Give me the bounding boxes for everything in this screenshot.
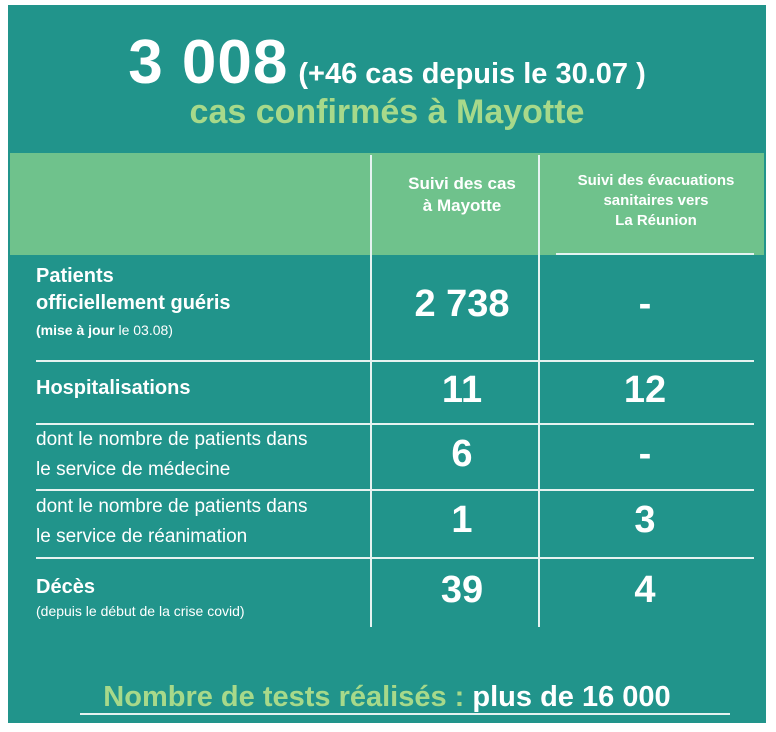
new-cases-delta: (+46 cas depuis le 30.07 ): [298, 58, 646, 90]
medecine-label-line2: le service de médecine: [36, 459, 231, 480]
tests-value: plus de 16 000: [472, 681, 671, 713]
gueris-update-note: [36, 320, 231, 340]
medecine-label-line1: dont le nombre de patients dans: [36, 429, 308, 450]
value-hospitalisations-reunion: 12: [623, 369, 667, 411]
reanimation-label-line1: dont le nombre de patients dans: [36, 496, 308, 517]
headline: [8, 27, 766, 98]
row-divider-1: [556, 253, 754, 255]
value-medecine-mayotte: 6: [451, 433, 473, 475]
column-header-evacuations: [552, 171, 760, 231]
value-reanimation-mayotte: 1: [451, 499, 473, 541]
column-header-mayotte: [380, 173, 544, 217]
value-deces-mayotte: 39: [440, 569, 484, 611]
total-cases-number: 3 008: [128, 28, 289, 97]
row-label-deces: [36, 574, 245, 621]
row-label-medecine: [36, 425, 307, 485]
row-label-reanimation: [36, 492, 307, 552]
row-label-gueris: [36, 263, 231, 340]
value-gueris-mayotte: 2 738: [414, 283, 510, 325]
value-hospitalisations-mayotte: 11: [441, 369, 483, 411]
deces-label: Décès: [36, 576, 95, 598]
gueris-note-bold: (mise à jour: [36, 322, 115, 338]
tests-summary: [8, 681, 766, 714]
headline-subtitle: cas confirmés à Mayotte: [189, 93, 585, 131]
row-divider-4: [36, 489, 754, 491]
column-header-evacuations-line1: Suivi des évacuations: [577, 172, 735, 189]
row-label-hospitalisations: Hospitalisations: [36, 377, 191, 399]
column-header-mayotte-line2: à Mayotte: [422, 196, 502, 215]
infographic-card: [8, 5, 766, 723]
value-deces-reunion: 4: [634, 569, 656, 611]
gueris-label-line2: officiellement guéris: [36, 292, 231, 314]
column-header-evacuations-line3: La Réunion: [615, 212, 697, 229]
column-header-evacuations-line2: sanitaires vers: [603, 192, 709, 209]
row-divider-5: [36, 557, 754, 559]
value-gueris-reunion: -: [638, 283, 652, 325]
reanimation-label-line2: le service de réanimation: [36, 526, 248, 547]
gueris-note-date: le 03.08): [114, 322, 173, 338]
bottom-divider: [80, 713, 730, 715]
value-reanimation-reunion: 3: [634, 499, 656, 541]
value-medecine-reunion: -: [638, 433, 652, 475]
row-divider-2: [36, 360, 754, 362]
tests-label: Nombre de tests réalisés :: [103, 681, 465, 713]
column-header-mayotte-line1: Suivi des cas: [408, 174, 516, 193]
deces-note: (depuis le début de la crise covid): [36, 603, 245, 619]
gueris-label-line1: Patients: [36, 265, 114, 287]
